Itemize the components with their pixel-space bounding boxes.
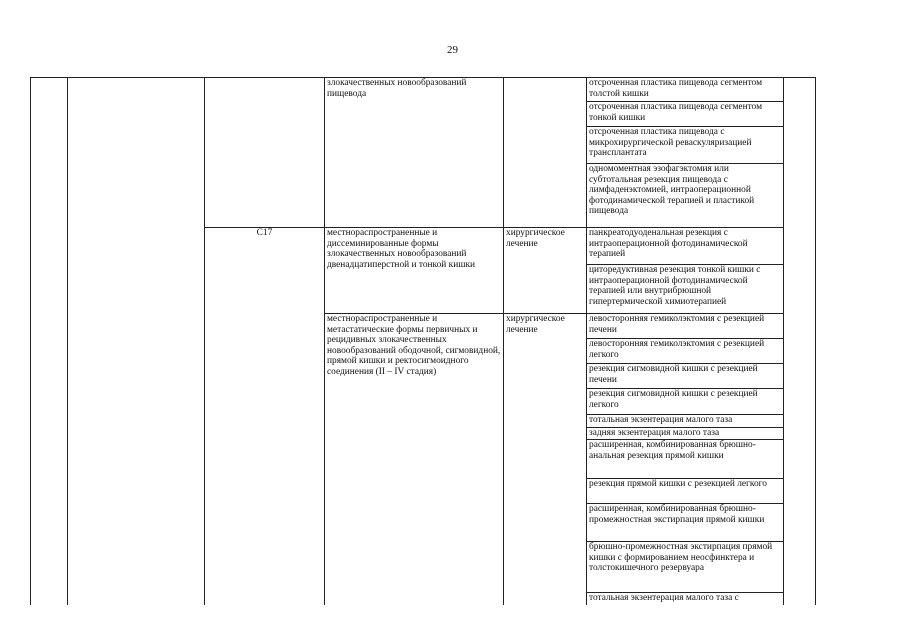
method-cell: панкреатодуоденальная резекция с интраоперационной фотодинамической терапией <box>589 228 748 260</box>
treatment-cell: хирургическое лечение <box>506 228 565 249</box>
page-number: 29 <box>447 44 458 56</box>
col-border <box>815 77 816 605</box>
method-cell: расширенная, комбинированная брюшно-промежностная экстирпация прямой кишки <box>589 504 765 525</box>
col-border <box>67 77 68 605</box>
col-border <box>783 77 784 605</box>
method-cell: резекция сигмовидной кишки с резекцией легкого <box>589 389 758 410</box>
method-cell: резекция сигмовидной кишки с резекцией печени <box>589 364 758 385</box>
method-cell: циторедуктивная резекция тонкой кишки с интраоперационной фотодинамической терапией или внутрибрюшной гипертермической химиотерапией <box>589 265 761 307</box>
description-cell: местнораспространенные и метастатические формы первичных и рецидивных злокачественных новообразований ободочной, сигмовидной, прямой кишки и ректосигмоидного соединения (II – IV стадия) <box>327 314 501 377</box>
method-cell: отсроченная пластика пищевода с микрохирургической реваскуляризацией трансплантата <box>589 127 752 159</box>
treatment-cell: хирургическое лечение <box>506 314 565 335</box>
method-cell: отсроченная пластика пищевода сегментом толстой кишки <box>589 78 762 99</box>
method-cell: тотальная экзентерация малого таза <box>589 415 733 425</box>
method-cell: брюшно-промежностная экстирпация прямой кишки с формированием неосфинктера и толстокишечного резервуара <box>589 542 773 574</box>
method-cell: тотальная экзентерация малого таза с <box>589 593 739 603</box>
method-cell: расширенная, комбинированная брюшно-анальная резекция прямой кишки <box>589 440 756 461</box>
description-cell: злокачественных новообразований пищевода <box>327 78 467 99</box>
method-cell: задняя экзентерация малого таза <box>589 428 720 438</box>
col-border <box>30 77 31 605</box>
medical-table <box>30 77 816 605</box>
code-cell: C17 <box>256 228 273 238</box>
method-cell: отсроченная пластика пищевода сегментом тонкой кишки <box>589 102 762 123</box>
col-border <box>503 77 504 605</box>
method-cell: резекция прямой кишки с резекцией легкого <box>589 479 767 489</box>
method-cell: одномоментная эзофагэктомия или субтотальная резекция пищевода с лимфаденэктомией, интраоперационной фотодинамической терапией и пластикой пищевода <box>589 164 755 217</box>
method-cell: левосторонняя гемиколэктомия с резекцией печени <box>589 314 765 335</box>
description-cell: местнораспространенные и диссеминированные формы злокачественных новообразований двенадцатиперстной и тонкой кишки <box>327 228 476 270</box>
method-cell: левосторонняя гемиколэктомия с резекцией легкого <box>589 339 765 360</box>
col-border <box>204 77 205 605</box>
